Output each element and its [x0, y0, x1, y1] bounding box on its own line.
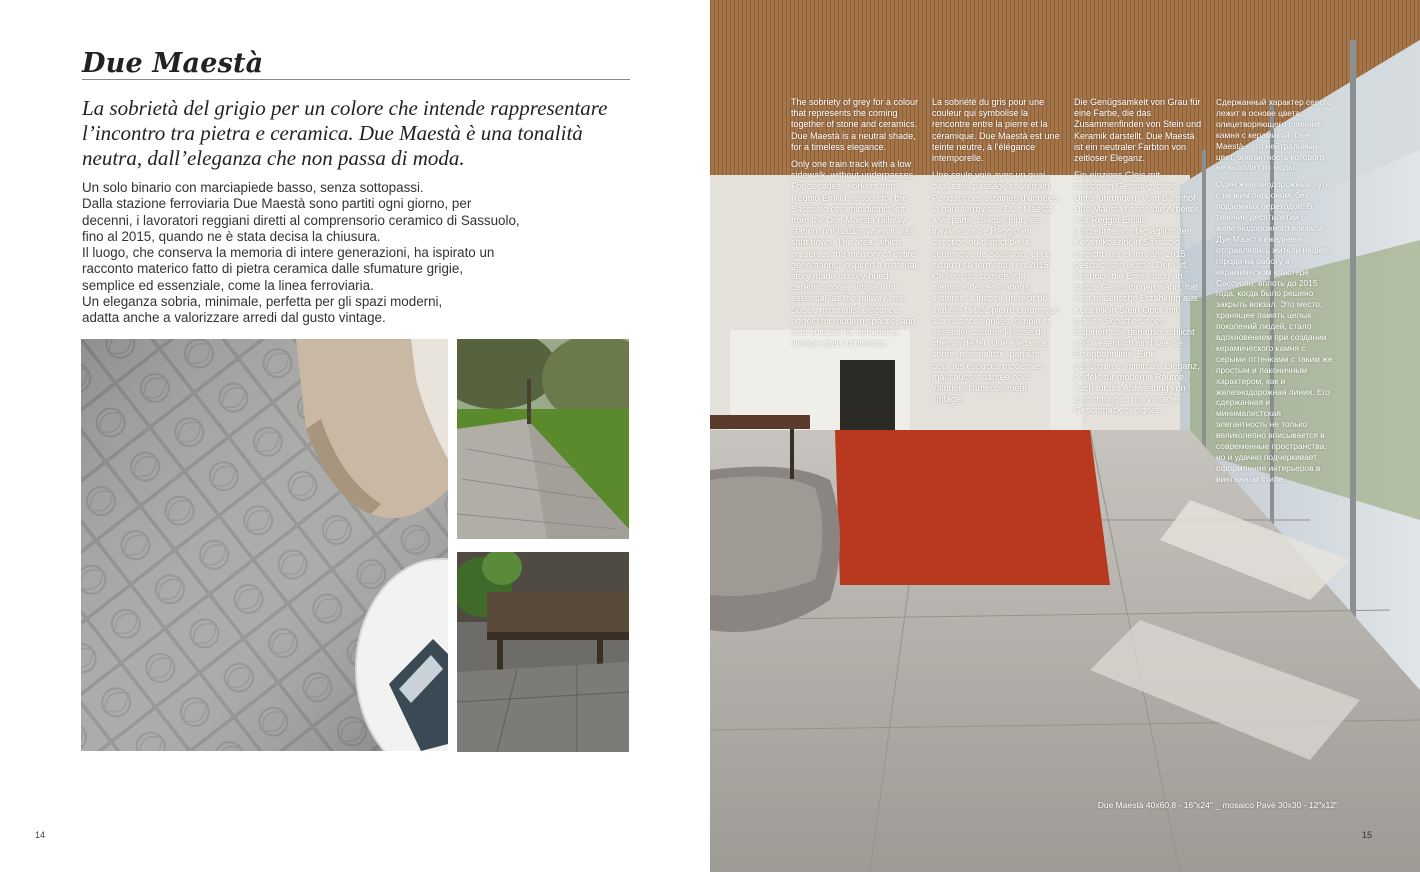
column-german — [1074, 97, 1202, 423]
russian-intro: Сдержанный характер серого лежит в основе цвета, олицетворяющего слияние камня с керамикой. Due Maestà - это нейтральный цвет, элегантность которого не выходит из моды. — [1216, 97, 1332, 173]
english-intro: The sobriety of grey for a colour that represents the coming together of stone and ceramics. Due Maestà is a neutral shade, for a timeless elegance. — [791, 97, 919, 152]
patio-photo — [457, 552, 629, 752]
mosaic-tile-image — [81, 339, 448, 751]
photo-caption: Due Maestà 40x60,8 - 16"x24" _ mosaico Pavè 30x30 - 12"x12" — [1097, 800, 1338, 810]
patio-image — [457, 552, 629, 752]
body-line: Dalla stazione ferroviaria Due Maestà sono partiti ogni giorno, per — [82, 196, 472, 212]
body-line: fino al 2015, quando ne è stata decisa la chiusura. — [82, 228, 381, 244]
german-body: Ein einziges Gleis mit niedrigem Gehsteig, ohne Unterführungen. Vom Bahnhof Due Maestà haben die Arbeiter aus Reggio Emilia jahrzehntelang tagtäglich den Keramikbezirk in Sassuolo erreicht, bis er im Jahr 2015 geschlossen wurde. Der Ort, der noch die Erinnerung an ganze Generationen wahrt, hat eine materische Erzählung aus Keramik in Stein-Optik mit grauen Schattierungen inspiriert, die genauso schlicht und wesentlich sind wie die Eisenbahnlinie. Eine genügsame, minimale Eleganz, perfekt für moderne Räume, auch für die Aufwertung von Einrichtungen mit Vintage-Geschmack geeignet. — [1074, 170, 1200, 416]
garden-path-image — [457, 339, 629, 539]
title-divider — [82, 79, 630, 80]
page-title: Due Maestà — [82, 48, 264, 79]
garden-path-photo — [457, 339, 629, 539]
lead-paragraph: La sobrietà del grigio per un colore che intende rappresentare l’incontro tra pietra e ceramica. Due Maestà è una tonalità neutra, dall’eleganza che non passa di moda. — [82, 96, 608, 170]
body-line: adatta anche a valorizzare arredi dal gusto vintage. — [82, 310, 386, 326]
mosaic-tile-photo — [81, 339, 448, 751]
body-line: semplice ed essenziale, come la linea ferroviaria. — [82, 277, 374, 293]
german-intro: Die Genügsamkeit von Grau für eine Farbe, die das Zusammenfinden von Stein und Keramik darstellt. Due Maestà ist ein neutraler Farbton von zeitloser Eleganz. — [1074, 97, 1202, 164]
french-intro: La sobriété du gris pour une couleur qui symbolise la rencontre entre la pierre et la céramique. Due Maestà est une teinte neutre, à l’élégance intemporelle. — [932, 97, 1060, 164]
body-line: Un eleganza sobria, minimale, perfetta per gli spazi moderni, — [82, 294, 443, 310]
english-body: Only one train track with a low sidewalk, without underpasses. For decades, workers from Reggio Emilia headed for the Sassuolo ceramic district left from the Due Maestà railway station, until 2015, when it was shut down. The area, which preserves the memory of entire generations, inspired a material story made of grey-hued ceramic stone, simple and essential, as the railway line. Sober, minimalist elegance, perfect for modern spaces, and also suitable for enhancing vintage-style furnishings. — [791, 159, 917, 349]
body-line: decenni, i lavoratori reggiani diretti al comprensorio ceramico di Sassuolo, — [82, 212, 520, 228]
body-text — [82, 180, 630, 327]
column-english — [791, 97, 919, 355]
page-number: 15 — [1362, 830, 1373, 840]
column-french — [932, 97, 1060, 411]
page-number: 14 — [35, 830, 46, 840]
column-russian — [1216, 97, 1334, 491]
french-body: Une seule voie avec un quai bas, sans passage souterrain. Pendant des dizaines d’années, la gare ferroviaire Due Maestà a vu partir, chaque jour, les travailleurs de Reggio en direction du district de la céramique de Sassuolo, et ce jusqu’à sa fermeture en 2015. Ce lieu, qui conserve la mémoire de générations entières, a inspiré un récit de matière fait de pierre céramique aux nuances grises, simple et essentiel, comme la ligne de chemin de fer. Une élégance sobre, minimaliste, parfaite pour les espaces modernes, mais aussi adaptée pour valoriser l’ameublement vintage. — [932, 170, 1060, 405]
body-line: racconto materico fatto di pietra ceramica dalle sfumature grigie, — [82, 261, 464, 277]
body-line: Il luogo, che conserva la memoria di intere generazioni, ha ispirato un — [82, 245, 495, 261]
body-line: Un solo binario con marciapiede basso, senza sottopassi. — [82, 180, 424, 195]
russian-body: Один железнодорожный путь с низким перроном, без подземных переходов. В течение десятилетий с железнодорожного вокзала Дуе Маэста ежедневно отправлялись жители нашего города на работу в керамическом кластере Сассуоло, вплоть до 2015 года, когда было решено закрыть вокзал. Это место, хранящее память целых поколений людей, стало вдохновением при создании керамического камня с серыми оттенками с таким же простым и лаконичным характером, как и железнодорожная линия. Его сдержанная и минималистская элегантность не только великолепно вписывается в современные пространства, но и удачно подчеркивает оформление интерьеров в винтажном стиле. — [1216, 179, 1333, 484]
right-page — [710, 0, 1420, 872]
